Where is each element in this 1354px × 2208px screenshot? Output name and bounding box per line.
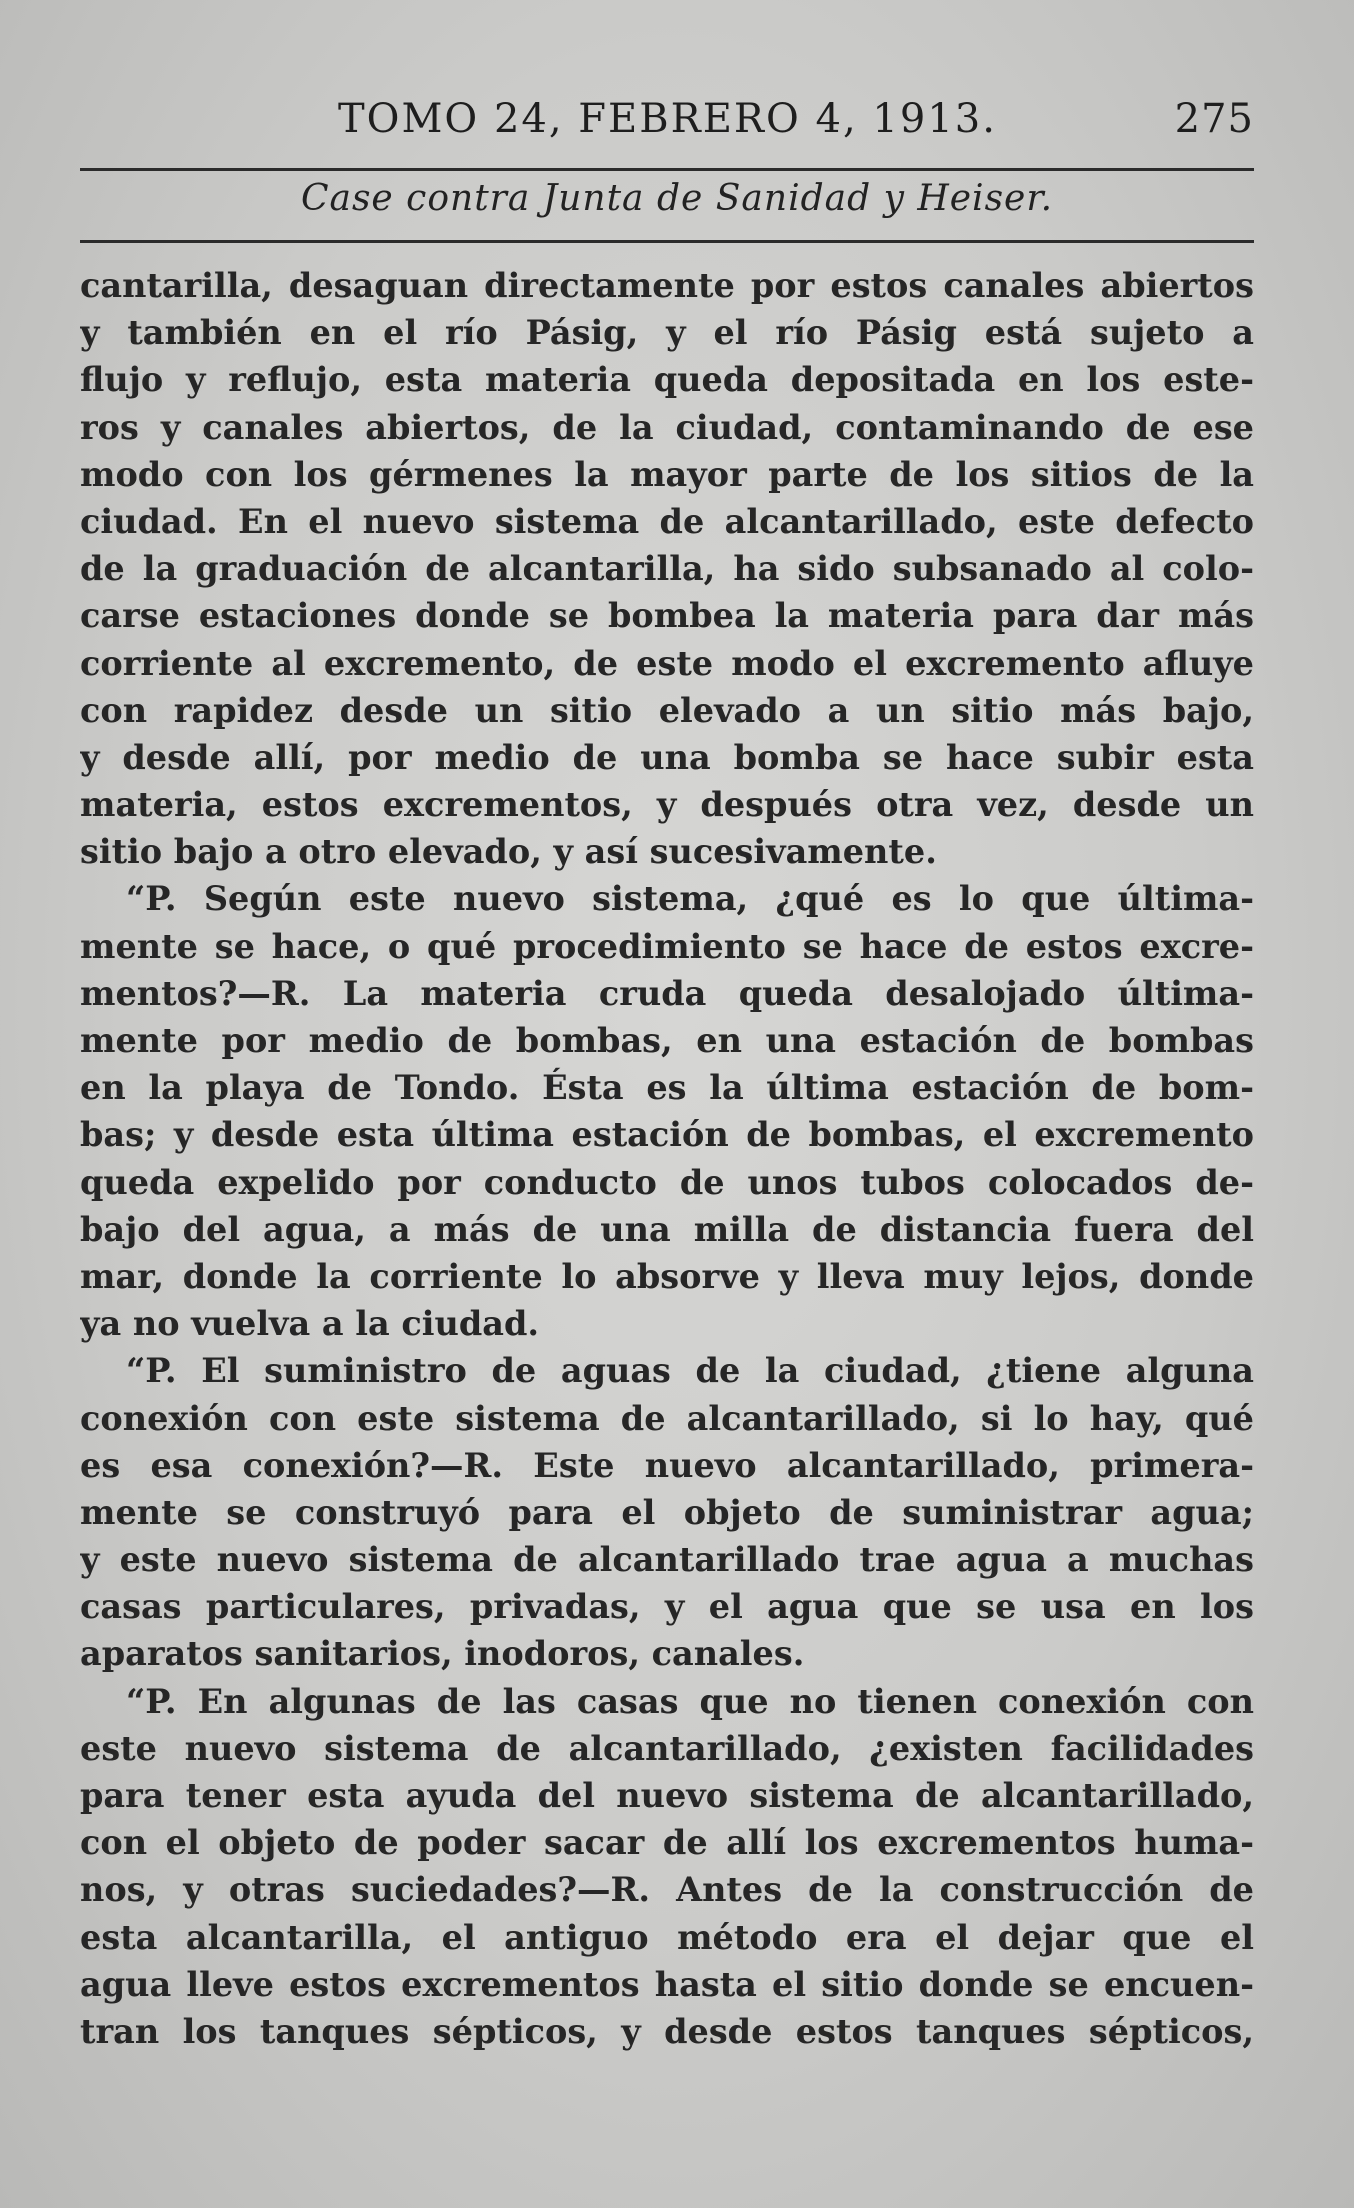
text-line: y este nuevo sistema de alcantarillado trae agua a muchas — [80, 1540, 1254, 1580]
text-line: modo con los gérmenes la mayor parte de los sitios de la — [80, 454, 1254, 494]
running-head: TOMO 24, FEBRERO 4, 1913. — [338, 96, 997, 142]
text-line: materia, estos excrementos, y después otra vez, desde un — [80, 785, 1254, 825]
text-line: bajo del agua, a más de una milla de distancia fuera del — [80, 1209, 1254, 1249]
text-line: agua lleve estos excrementos hasta el sitio donde se encuen- — [80, 1964, 1254, 2004]
page-number: 275 — [1174, 96, 1254, 142]
text-line: aparatos sanitarios, inodoros, canales. — [80, 1634, 805, 1674]
body-text — [80, 262, 1254, 2055]
text-line: este nuevo sistema de alcantarillado, ¿existen facilidades — [80, 1728, 1254, 1768]
text-line: con rapidez desde un sitio elevado a un sitio más bajo, — [80, 690, 1254, 730]
text-line: “P. En algunas de las casas que no tienen conexión con — [126, 1681, 1254, 1721]
text-line: sitio bajo a otro elevado, y así sucesivamente. — [80, 832, 937, 872]
text-line: conexión con este sistema de alcantarillado, si lo hay, qué — [80, 1398, 1254, 1438]
text-line: “P. Según este nuevo sistema, ¿qué es lo que últimа- — [126, 879, 1254, 919]
text-line: para tener esta ayuda del nuevo sistema de alcantarillado, — [80, 1776, 1254, 1815]
text-line: ros y canales abiertos, de la ciudad, contaminando de ese — [80, 407, 1254, 447]
text-line: casas particulares, privadas, y el agua que se usa en los — [80, 1587, 1254, 1627]
page-header — [80, 96, 1254, 156]
text-line: cantarilla, desaguan directamente por estos canales abiertos — [80, 266, 1254, 305]
text-line: ciudad. En el nuevo sistema de alcantarillado, este defecto — [80, 501, 1254, 541]
case-title: Case contra Junta de Sanidad y Heiser. — [300, 178, 1054, 219]
header-rule-bottom — [80, 240, 1254, 243]
text-line: mente se hace, o qué procedimiento se hace de estos excre- — [80, 926, 1254, 966]
text-line: ya no vuelva a la ciudad. — [80, 1304, 540, 1344]
text-line: nos, y otras suciedades?—R. Antes de la construcción de — [80, 1870, 1254, 1910]
text-line: y desde allí, por medio de una bomba se hace subir esta — [80, 737, 1254, 777]
text-line: de la graduación de alcantarilla, ha sido subsanado al colo- — [80, 549, 1254, 589]
text-line: mente por medio de bombas, en una estación de bombas — [80, 1021, 1254, 1060]
text-line: queda expelido por conducto de unos tubos colocados de- — [80, 1162, 1254, 1202]
text-line: flujo y reflujo, esta materia queda depositada en los este- — [80, 360, 1254, 400]
text-line: mente se construyó para el objeto de suministrar agua; — [80, 1492, 1254, 1532]
text-line: corriente al excremento, de este modo el excremento afluye — [80, 643, 1254, 683]
text-line: mentos?—R. La materia cruda queda desalojado últimа- — [80, 973, 1254, 1013]
text-line: con el objeto de poder sacar de allí los excrementos huma- — [80, 1823, 1254, 1863]
text-line: bas; y desde esta última estación de bombas, el excremento — [80, 1115, 1254, 1155]
text-line: “P. El suministro de aguas de la ciudad, ¿tiene alguna — [126, 1351, 1254, 1391]
text-line: mar, donde la corriente lo absorve y lleva muy lejos, donde — [80, 1256, 1254, 1296]
text-line: en la playa de Tondo. Ésta es la última estación de bom- — [80, 1068, 1254, 1108]
text-line: carse estaciones donde se bombea la materia para dar más — [80, 596, 1254, 636]
header-rule-top — [80, 168, 1254, 171]
text-line: tran los tanques sépticos, y desde estos tanques sépticos, — [80, 2011, 1254, 2051]
text-line: es esa conexión?—R. Este nuevo alcantarillado, primera- — [80, 1445, 1254, 1485]
text-line: y también en el río Pásig, y el río Pásig está sujeto a — [80, 313, 1254, 353]
text-line: esta alcantarilla, el antiguo método era el dejar que el — [80, 1917, 1254, 1957]
